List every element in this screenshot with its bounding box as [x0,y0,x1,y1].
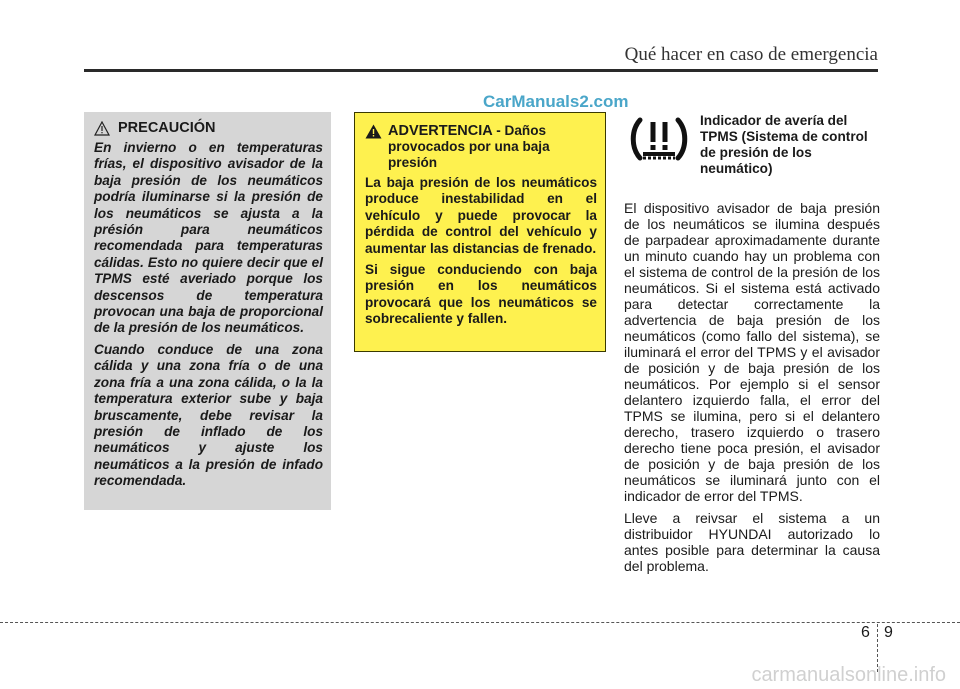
caution-paragraph: Cuando conduce de una zona cálida y una zona fría o de una zona fría a una zona cálida, o la la temperatura exterior sube y baja bruscamente, debe revisar la presión de inflado de los neumáticos y ajuste los neumáticos a la presión de infado recomendada. [94,341,323,489]
caution-title: PRECAUCIÓN [118,120,216,136]
page-number: 9 [884,624,893,641]
chapter-title: Qué hacer en caso de emergencia [624,44,878,65]
footer-rule [0,622,960,623]
page-chapter-number: 6 [861,624,870,641]
tpms-malfunction-icon [628,114,690,166]
body-paragraph: El dispositivo avisador de baja presión de los neumáticos se ilumina después de parpadear aproximadamente durante un minuto cuando hay un problema con el sistema de control de la presión de los neumáticos. Si el sistema está activado para detectar correctamente la advertencia de baja presión de los neumáticos (como fallo del sistema), se iluminará el error del TPMS y el avisador de posición y de baja presión de los neumáticos. Por ejemplo si el sensor delantero izquierdo falla, el error del TPMS se ilumina, pero si el delantero derecho, trasero izquierdo o trasero derecho tiene poca presión, el avisador de posición y de baja presión de los neumáticos se iluminará junto con el indicador de error del TPMS. [624,200,880,504]
watermark-top: CarManuals2.com [483,92,629,111]
warning-box [354,112,606,352]
warning-header [365,123,597,171]
body-paragraph: Lleve a reivsar el sistema a un distribuidor HYUNDAI autorizado lo antes posible para determinar la causa del problema. [624,510,880,574]
warning-title-main: ADVERTENCIA [388,123,493,139]
warning-subtitle: - Daños provocados por una baja presión [388,123,550,170]
header-rule [84,69,878,72]
caution-triangle-icon [94,121,110,136]
caution-box [84,112,331,510]
indicator-title: Indicador de avería del TPMS (Sistema de control de presión de los neumático) [700,113,868,176]
watermark-bottom: carmanualsonline.info [751,664,946,686]
warning-paragraph: Si sigue conduciendo con baja presión en los neumáticos provocará que los neumáticos se sobrecaliente y fallen. [365,262,597,327]
caution-paragraph: En invierno o en temperaturas frías, el dispositivo avisador de la baja presión de los neumáticos podría iluminarse si la presión de los neumáticos se ajusta a la présión para neumáticos recomendada para temperaturas cálidas. Esto no quiere decir que el TPMS esté averiado porque los descensos de temperatura provocan una baja de proporcional de la presión de los neumáticos. [94,140,323,336]
caution-header [94,120,323,136]
warning-paragraph: La baja presión de los neumáticos produce inestabilidad en el vehículo y puede provocar la pérdida de control del vehículo y aumentar las distancias de frenado. [365,175,597,256]
warning-triangle-icon [365,124,382,139]
warning-title [388,123,597,171]
body-text [624,200,880,580]
